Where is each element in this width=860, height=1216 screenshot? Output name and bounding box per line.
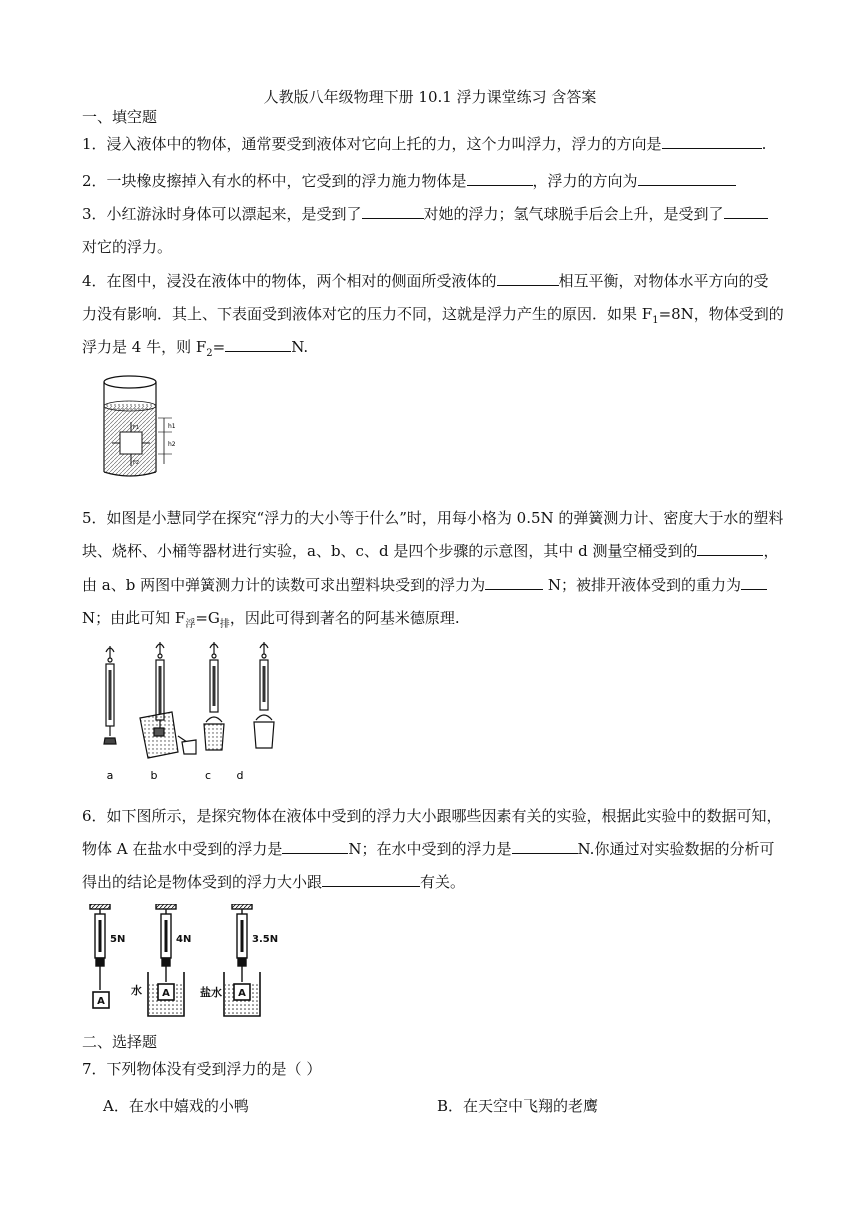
page-title: 人教版八年级物理下册 10.1 浮力课堂练习 含答案 (263, 88, 597, 106)
q5-sub-2: 排 (219, 619, 230, 630)
q5-blank-1[interactable] (697, 541, 763, 556)
question-4-line-1 (82, 270, 782, 292)
question-5-line-1: 5．如图是小慧同学在探究“浮力的大小等于什么”时，用每小格为 0.5N 的弹簧测力计、密度大于水的塑料 (82, 509, 784, 527)
q4-text-f: = (212, 338, 226, 356)
question-3-line-1 (82, 203, 782, 225)
q6-blank-3[interactable] (322, 872, 420, 887)
fig4-label-h1: h1 (168, 423, 176, 430)
q1-end: . (761, 135, 767, 153)
q7-option-a[interactable]: A．在水中嬉戏的小鸭 (103, 1097, 249, 1115)
fig6-label-saltwater: 盐水 (200, 986, 222, 999)
question-6-line-1: 6．如下图所示，是探究物体在液体中受到的浮力大小跟哪些因素有关的实验，根据此实验中的数据可知， (82, 807, 782, 825)
q3-blank-2[interactable] (724, 204, 768, 219)
figure-5-steps (96, 640, 286, 784)
question-6-line-3 (82, 871, 782, 893)
q4-text-b: 相互平衡，对物体水平方向的受 (558, 272, 769, 290)
q1-blank[interactable] (662, 134, 762, 149)
q4-sub-2: 2 (206, 348, 213, 359)
fig6-label-water: 水 (131, 984, 142, 997)
q4-sub-1: 1 (652, 315, 659, 326)
q6-text-a: 物体 A 在盐水中受到的浮力是 (82, 840, 283, 858)
question-4-line-2 (82, 303, 782, 332)
question-4-line-3 (82, 336, 782, 365)
fig5-label-d: d (236, 769, 244, 782)
q5-text-c: 由 a、b 两图中弹簧测力计的读数可求出塑料块受到的浮力为 (82, 576, 486, 594)
q4-text-a: 4．在图中，浸没在液体中的物体，两个相对的侧面所受液体的 (82, 272, 497, 290)
q5-text-e: N；由此可知 F (82, 609, 186, 627)
section-choice-heading: 二、选择题 (82, 1033, 158, 1051)
q4-text-e: 浮力是 4 牛，则 F (82, 338, 207, 356)
figure-4-cylinder (98, 372, 182, 482)
q1-text: 1．浸入液体中的物体，通常要受到液体对它向上托的力，这个力叫浮力，浮力的方向是 (82, 135, 662, 153)
question-5-line-4 (82, 607, 782, 636)
question-1 (82, 133, 782, 155)
question-5-line-2 (82, 540, 782, 562)
q4-text-g: N. (291, 338, 309, 356)
q5-text-d: N；被排开液体受到的重力为 (543, 576, 741, 594)
q2-text-b: ，浮力的方向为 (532, 172, 638, 190)
q2-blank-2[interactable] (638, 171, 736, 186)
fig6-reading-1: 5N (110, 934, 126, 945)
fig4-label-h2: h2 (168, 441, 176, 448)
fig6-block-a-1: A (97, 996, 105, 1007)
q2-blank-1[interactable] (467, 171, 533, 186)
fig5-label-c: c (204, 769, 212, 782)
question-5-line-3 (82, 574, 782, 596)
q6-blank-2[interactable] (512, 839, 578, 854)
q4-blank-2[interactable] (225, 337, 291, 352)
fig5-label-b: b (150, 769, 158, 782)
q5-text-f: =G (195, 609, 220, 627)
fig6-reading-2: 4N (176, 934, 192, 945)
fig4-label-f1: F1 (133, 425, 140, 431)
q5-blank-3[interactable] (741, 575, 767, 590)
q3-text-a: 3．小红游泳时身体可以漂起来，是受到了 (82, 205, 362, 223)
question-6-line-2 (82, 838, 782, 860)
q6-blank-1[interactable] (282, 839, 348, 854)
q4-text-d: =8N，物体受到的 (658, 305, 784, 323)
fig6-block-a-3: A (238, 988, 246, 999)
q2-text-a: 2．一块橡皮擦掉入有水的杯中，它受到的浮力施力物体是 (82, 172, 467, 190)
q4-blank-1[interactable] (497, 271, 559, 286)
q6-text-e: 有关。 (420, 873, 466, 891)
section-fill-heading: 一、填空题 (82, 108, 158, 126)
q6-text-d: 得出的结论是物体受到的浮力大小跟 (82, 873, 323, 891)
fig4-label-f2: F2 (133, 460, 140, 466)
fig6-block-a-2: A (162, 988, 170, 999)
q7-option-b[interactable]: B．在天空中飞翔的老鹰 (437, 1097, 599, 1115)
q3-text-b: 对她的浮力；氢气球脱手后会上升，是受到了 (423, 205, 724, 223)
fig6-reading-3: 3.5N (252, 934, 279, 945)
fig5-label-a: a (106, 769, 114, 782)
q6-text-c: N.你通过对实验数据的分析可 (577, 840, 775, 858)
q5-text-b: ， (763, 542, 779, 560)
figure-6-experiment (88, 904, 288, 1028)
q5-sub-1: 浮 (185, 619, 196, 630)
q5-text-a: 块、烧杯、小桶等器材进行实验，a、b、c、d 是四个步骤的示意图，其中 d 测量空桶受到的 (82, 542, 698, 560)
q4-text-c: 力没有影响．其上、下表面受到液体对它的压力不同，这就是浮力产生的原因．如果 F (82, 305, 653, 323)
q6-text-b: N；在水中受到的浮力是 (348, 840, 512, 858)
q5-text-g: ，因此可得到著名的阿基米德原理. (229, 609, 460, 627)
question-3-line-2: 对它的浮力。 (82, 238, 173, 256)
q5-blank-2[interactable] (485, 575, 543, 590)
q3-blank-1[interactable] (362, 204, 424, 219)
question-7-stem: 7．下列物体没有受到浮力的是（ ） (82, 1060, 322, 1078)
question-2 (82, 170, 782, 192)
